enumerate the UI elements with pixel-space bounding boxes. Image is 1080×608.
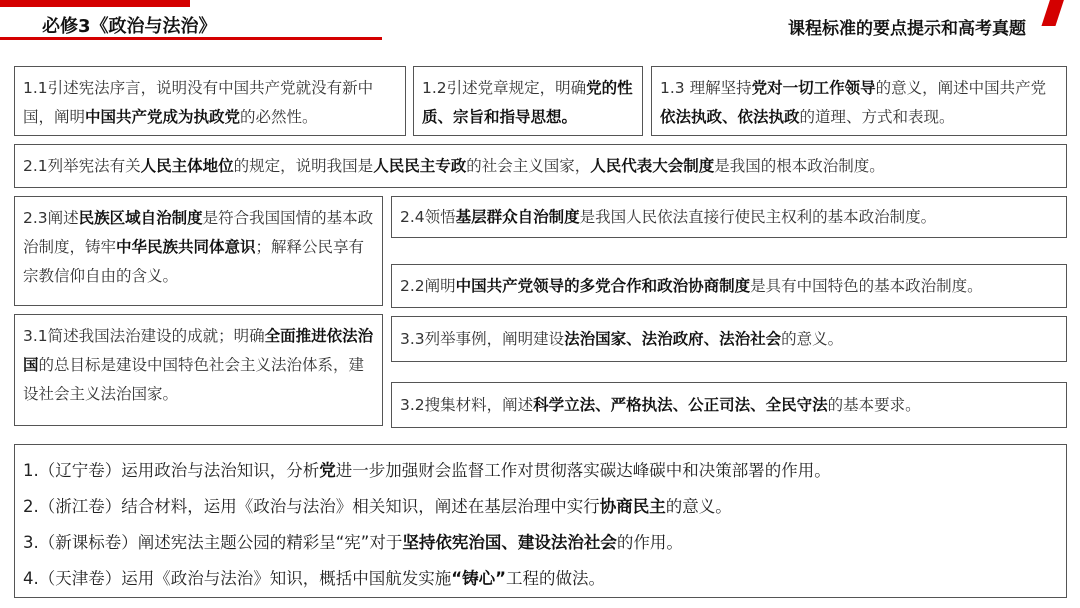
standard-1-1: 1.1引述宪法序言，说明没有中国共产党就没有新中国，阐明中国共产党成为执政党的必然性。 (14, 66, 406, 136)
exam-question: 1.（辽宁卷）运用政治与法治知识，分析党进一步加强财会监督工作对贯彻落实碳达峰碳中和决策部署的作用。 (23, 461, 831, 480)
exam-question: 4.（天津卷）运用《政治与法治》知识，概括中国航发实施“铸心”工程的做法。 (23, 569, 605, 588)
standard-1-2: 1.2引述党章规定，明确党的性质、宗旨和指导思想。 (413, 66, 643, 136)
exam-question: 3.（新课标卷）阐述宪法主题公园的精彩呈“宪”对于坚持依宪治国、建设法治社会的作用。 (23, 533, 683, 552)
corner-slash-decoration (1041, 0, 1064, 26)
exam-questions-box (14, 444, 1067, 598)
page-title: 必修3《政治与法治》 (42, 16, 217, 37)
standard-2-4: 2.4领悟基层群众自治制度是我国人民依法直接行使民主权利的基本政治制度。 (391, 196, 1067, 238)
standard-3-3: 3.3列举事例，阐明建设法治国家、法治政府、法治社会的意义。 (391, 316, 1067, 362)
standard-3-2: 3.2搜集材料，阐述科学立法、严格执法、公正司法、全民守法的基本要求。 (391, 382, 1067, 428)
standard-3-1: 3.1简述我国法治建设的成就；明确全面推进依法治国的总目标是建设中国特色社会主义法治体系，建设社会主义法治国家。 (14, 314, 383, 426)
standard-2-2: 2.2阐明中国共产党领导的多党合作和政治协商制度是具有中国特色的基本政治制度。 (391, 264, 1067, 308)
section-title: 课程标准的要点提示和高考真题 (788, 19, 1026, 39)
standard-1-3: 1.3 理解坚持党对一切工作领导的意义，阐述中国共产党依法执政、依法执政的道理、方式和表现。 (651, 66, 1067, 136)
standard-2-1: 2.1列举宪法有关人民主体地位的规定，说明我国是人民民主专政的社会主义国家，人民代表大会制度是我国的根本政治制度。 (14, 144, 1067, 188)
standard-2-3: 2.3阐述民族区域自治制度是符合我国国情的基本政治制度，铸牢中华民族共同体意识；解释公民享有宗教信仰自由的含义。 (14, 196, 383, 306)
exam-question: 2.（浙江卷）结合材料，运用《政治与法治》相关知识，阐述在基层治理中实行协商民主的意义。 (23, 497, 732, 516)
title-underline (0, 37, 382, 40)
header-accent-bar (0, 0, 190, 7)
